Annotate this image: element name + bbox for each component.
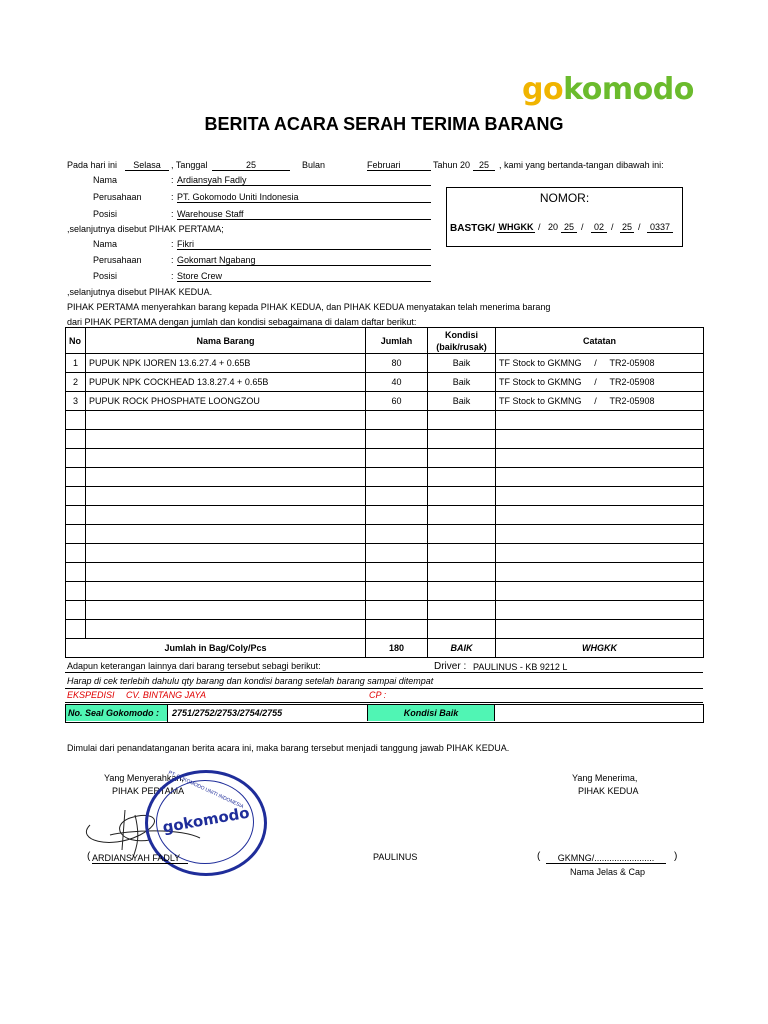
row-no: 2 — [66, 373, 86, 392]
pp-perusahaan-value: PT. Gokomodo Uniti Indonesia — [177, 192, 431, 203]
stamp-text: gokomodo — [161, 803, 251, 837]
table-cell — [428, 449, 496, 468]
table-cell — [366, 487, 428, 506]
row-catatan — [496, 373, 704, 392]
pk-nama-value: Fikri — [177, 239, 431, 250]
table-row — [66, 563, 704, 582]
header-catatan: Catatan — [496, 328, 704, 354]
ekspedisi-value: CV. BINTANG JAYA — [126, 690, 207, 700]
nomor-prefix: BASTGK/ — [450, 223, 495, 234]
table-cell — [66, 468, 86, 487]
intro-label: Pada hari ini — [67, 160, 118, 170]
table-cell — [496, 487, 704, 506]
tahun-label: Tahun 20 — [433, 160, 471, 170]
table-cell — [428, 430, 496, 449]
table-cell — [86, 563, 366, 582]
table-cell — [86, 487, 366, 506]
table-cell — [496, 620, 704, 639]
table-cell — [366, 430, 428, 449]
header-jumlah: Jumlah — [366, 328, 428, 354]
nomor-month: 02 — [591, 222, 607, 233]
nomor-slash: / — [638, 222, 641, 232]
closing-text: Dimulai dari penandatanganan berita acara ini, maka barang tersebut menjadi tanggung jawab PIHAK KEDUA. — [67, 743, 510, 753]
colon: : — [171, 209, 174, 219]
sign-right-1: Yang Menerima, — [572, 773, 638, 783]
company-logo: gokomodo — [522, 72, 694, 107]
table-row — [66, 373, 704, 392]
table-cell — [86, 430, 366, 449]
table-cell — [496, 411, 704, 430]
table-row — [66, 525, 704, 544]
table-cell — [428, 620, 496, 639]
check-note: Harap di cek terlebih dahulu qty barang dan kondisi barang setelah barang sampai ditempat — [67, 676, 434, 686]
bulan-value: Februari — [367, 160, 431, 171]
row-catatan-sep: / — [594, 396, 597, 406]
table-cell — [366, 582, 428, 601]
table-cell — [496, 525, 704, 544]
nomor-label: NOMOR: — [539, 191, 590, 205]
table-cell — [428, 506, 496, 525]
row-nama: PUPUK NPK IJOREN 13.6.27.4 + 0.65B — [86, 354, 366, 373]
row-kondisi: Baik — [428, 354, 496, 373]
seal-label: No. Seal Gokomodo : — [68, 708, 160, 718]
total-kondisi: BAIK — [428, 639, 496, 658]
row-jumlah: 60 — [366, 392, 428, 411]
paren-open: ( — [87, 851, 91, 862]
row-catatan — [496, 392, 704, 411]
table-cell — [428, 468, 496, 487]
table-cell — [86, 525, 366, 544]
sign-right-2: PIHAK KEDUA — [578, 786, 639, 796]
pk-perusahaan-value: Gokomart Ngabang — [177, 255, 431, 266]
pp-nama-value: Ardiansyah Fadly — [177, 175, 431, 186]
table-row — [66, 430, 704, 449]
colon: : — [171, 175, 174, 185]
items-table — [65, 327, 704, 658]
table-cell — [66, 601, 86, 620]
page-title: BERITA ACARA SERAH TERIMA BARANG — [204, 114, 564, 134]
row-catatan-a: TF Stock to GKMNG — [499, 358, 582, 368]
table-cell — [86, 544, 366, 563]
ekspedisi-label: EKSPEDISI — [67, 690, 115, 700]
pk-caption: ,selanjutnya disebut PIHAK KEDUA. — [67, 287, 213, 297]
table-cell — [428, 601, 496, 620]
table-cell — [66, 563, 86, 582]
table-cell — [496, 582, 704, 601]
table-cell — [66, 411, 86, 430]
pp-posisi-label: Posisi — [93, 209, 118, 219]
pk-posisi-label: Posisi — [93, 271, 118, 281]
row-catatan-a: TF Stock to GKMNG — [499, 396, 582, 406]
table-cell — [428, 411, 496, 430]
colon: : — [171, 192, 174, 202]
table-row — [66, 582, 704, 601]
table-cell — [496, 506, 704, 525]
table-cell — [366, 601, 428, 620]
table-cell — [496, 601, 704, 620]
row-jumlah: 40 — [366, 373, 428, 392]
table-cell — [366, 411, 428, 430]
pk-nama-label: Nama — [93, 239, 118, 249]
table-row — [66, 354, 704, 373]
table-row — [66, 411, 704, 430]
table-cell — [86, 620, 366, 639]
table-row — [66, 506, 704, 525]
header-kondisi-1: Kondisi — [445, 329, 478, 340]
sign-left-name: ARDIANSYAH FADLY — [92, 853, 188, 864]
tanggal-label: , Tanggal — [171, 160, 208, 170]
table-cell — [66, 449, 86, 468]
table-row — [66, 601, 704, 620]
header-kondisi — [428, 328, 496, 354]
divider — [65, 702, 703, 703]
row-jumlah: 80 — [366, 354, 428, 373]
paren-close: ) — [674, 851, 678, 862]
stamp-ring-text: PT. GOKOMODO UNITI INDONESIA — [167, 769, 245, 811]
nomor-slash: / — [611, 222, 614, 232]
table-cell — [66, 487, 86, 506]
pk-posisi-value: Store Crew — [177, 271, 431, 282]
table-cell — [66, 582, 86, 601]
paren-open: ( — [537, 851, 541, 862]
sign-left-2: PIHAK PERTAMA — [112, 786, 185, 796]
table-cell — [496, 468, 704, 487]
tanggal-value: 25 — [212, 160, 290, 171]
bulan-label: Bulan — [302, 160, 326, 170]
table-row — [66, 392, 704, 411]
colon: : — [171, 239, 174, 249]
table-cell — [496, 544, 704, 563]
table-cell — [86, 468, 366, 487]
table-row — [66, 620, 704, 639]
table-cell — [66, 430, 86, 449]
table-cell — [86, 601, 366, 620]
pp-posisi-value: Warehouse Staff — [177, 209, 431, 220]
table-cell — [428, 563, 496, 582]
row-no: 1 — [66, 354, 86, 373]
driver-value: PAULINUS - KB 9212 L — [473, 662, 703, 673]
table-cell — [428, 487, 496, 506]
nomor-slash: / — [538, 222, 541, 232]
table-cell — [496, 449, 704, 468]
hari-value: Selasa — [125, 160, 169, 171]
nomor-year: 25 — [561, 222, 577, 233]
divider — [65, 688, 703, 689]
table-cell — [366, 525, 428, 544]
row-nama: PUPUK ROCK PHOSPHATE LOONGZOU — [86, 392, 366, 411]
header-nama: Nama Barang — [86, 328, 366, 354]
sign-middle-name: PAULINUS — [373, 852, 418, 862]
table-cell — [86, 506, 366, 525]
table-cell — [428, 544, 496, 563]
driver-label: Driver : — [434, 661, 467, 672]
table-row — [66, 468, 704, 487]
table-total-row — [66, 639, 704, 658]
tahun-value: 25 — [473, 160, 495, 171]
row-catatan-sep: / — [594, 377, 597, 387]
table-cell — [86, 449, 366, 468]
table-cell — [428, 525, 496, 544]
table-header-row — [66, 328, 704, 354]
statement-line-1: PIHAK PERTAMA menyerahkan barang kepada PIHAK KEDUA, dan PIHAK KEDUA menyatakan telah menerima barang — [67, 302, 551, 312]
colon: : — [171, 271, 174, 281]
nomor-slash: / — [581, 222, 584, 232]
row-no: 3 — [66, 392, 86, 411]
pp-caption: ,selanjutnya disebut PIHAK PERTAMA; — [67, 224, 224, 234]
header-kondisi-2: (baik/rusak) — [436, 341, 487, 352]
table-row — [66, 449, 704, 468]
sign-right-caption: Nama Jelas & Cap — [570, 867, 646, 877]
table-cell — [66, 525, 86, 544]
row-kondisi: Baik — [428, 392, 496, 411]
table-cell — [366, 449, 428, 468]
nomor-seq: 0337 — [647, 222, 673, 233]
table-row — [66, 487, 704, 506]
table-cell — [496, 430, 704, 449]
row-catatan-sep: / — [594, 358, 597, 368]
table-cell — [366, 506, 428, 525]
pp-nama-label: Nama — [93, 175, 118, 185]
row-catatan-b: TR2-05908 — [609, 358, 655, 368]
sign-left-1: Yang Menyerahkan, — [104, 773, 184, 783]
kondisi-value: Kondisi Baik — [403, 708, 459, 718]
table-cell — [66, 544, 86, 563]
total-jumlah: 180 — [366, 639, 428, 658]
nomor-code: WHGKK — [498, 222, 534, 232]
cp-label: CP : — [369, 690, 387, 700]
row-catatan — [496, 354, 704, 373]
table-cell — [366, 620, 428, 639]
keterangan-label: Adapun keterangan lainnya dari barang tersebut sebagi berikut: — [67, 661, 321, 671]
table-cell — [366, 468, 428, 487]
seal-value: 2751/2752/2753/2754/2755 — [172, 708, 283, 718]
table-cell — [366, 544, 428, 563]
pp-perusahaan-label: Perusahaan — [93, 192, 142, 202]
header-no: No — [66, 328, 86, 354]
table-cell — [86, 411, 366, 430]
total-label: Jumlah in Bag/Coly/Pcs — [66, 639, 366, 658]
row-catatan-b: TR2-05908 — [609, 396, 655, 406]
nomor-twenty: 20 — [548, 222, 559, 232]
sign-right-name: GKMNG/........................ — [546, 853, 666, 864]
table-cell — [366, 563, 428, 582]
statement-line-2: dari PIHAK PERTAMA dengan jumlah dan kondisi sebagaimana di dalam daftar berikut: — [67, 317, 417, 327]
row-catatan-a: TF Stock to GKMNG — [499, 377, 582, 387]
row-catatan-b: TR2-05908 — [609, 377, 655, 387]
table-cell — [496, 563, 704, 582]
pk-perusahaan-label: Perusahaan — [93, 255, 142, 265]
intro-suffix: , kami yang bertanda-tangan dibawah ini: — [499, 160, 664, 170]
colon: : — [171, 255, 174, 265]
nomor-day: 25 — [621, 222, 632, 232]
table-cell — [86, 582, 366, 601]
table-cell — [66, 506, 86, 525]
table-cell — [66, 620, 86, 639]
table-row — [66, 544, 704, 563]
total-catatan: WHGKK — [496, 639, 704, 658]
row-kondisi: Baik — [428, 373, 496, 392]
table-cell — [428, 582, 496, 601]
row-nama: PUPUK NPK COCKHEAD 13.8.27.4 + 0.65B — [86, 373, 366, 392]
divider — [65, 672, 703, 673]
divider — [167, 704, 168, 722]
